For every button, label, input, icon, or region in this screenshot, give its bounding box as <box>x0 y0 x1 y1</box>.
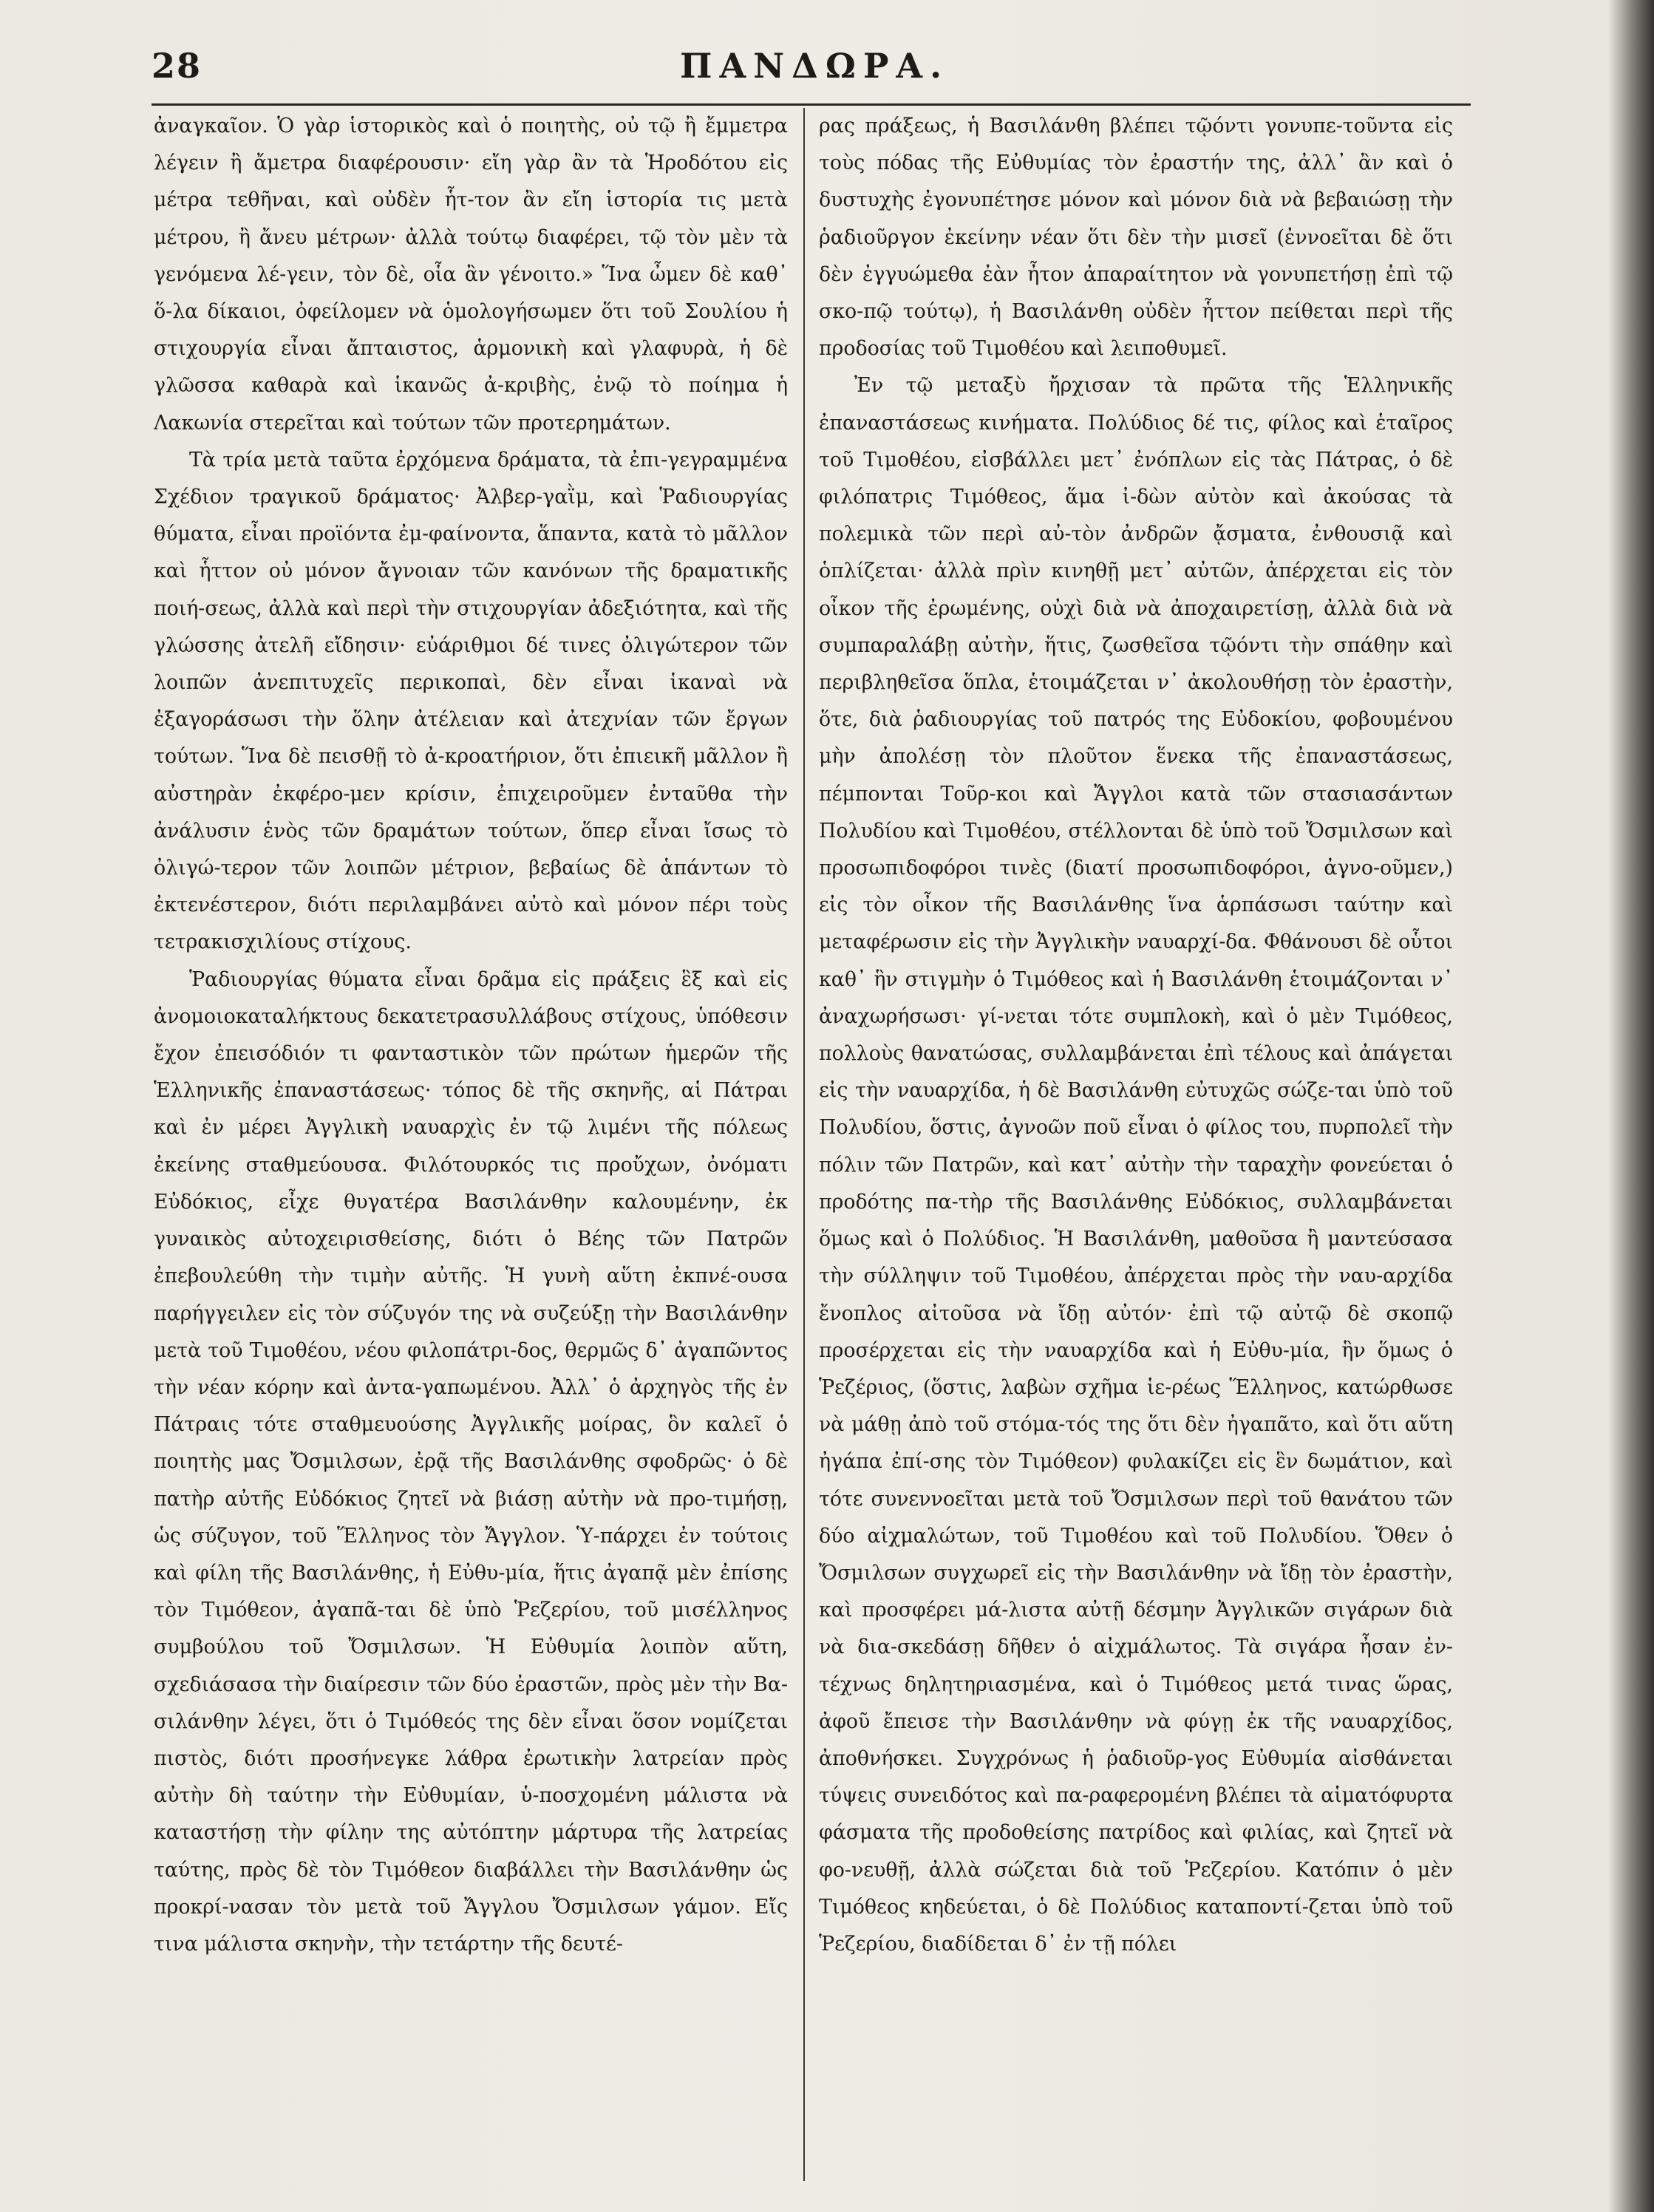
paragraph: Ῥαδιουργίας θύματα εἶναι δρᾶμα εἰς πράξεις ἓξ καὶ εἰς ἀνομοιοκαταλήκτους δεκατετρασυλλάβους στίχους, ὑπόθεσιν ἔχον ἐπεισόδιόν τι φανταστικὸν τῶν πρώτων ἡμερῶν τῆς Ἑλληνικῆς ἐπαναστάσεως· τόπος δὲ τῆς σκηνῆς, αἱ Πάτραι καὶ ἐν μέρει Ἀγγλικὴ ναυαρχὶς ἐν τῷ λιμένι τῆς πόλεως ἐκείνης σταθμεύουσα. Φιλότουρκός τις προὔχων, ὀνόματι Εὐδόκιος, εἶχε θυγατέρα Βασιλάνθην καλουμένην, ἐκ γυναικὸς αὐτοχειρισθείσης, διότι ὁ Βέης τῶν Πατρῶν ἐπεβουλεύθη τὴν τιμὴν αὐτῆς. Ἡ γυνὴ αὕτη ἐκπνέ-ουσα παρήγγειλεν εἰς τὸν σύζυγόν της νὰ συζεύξῃ τὴν Βασιλάνθην μετὰ τοῦ Τιμοθέου, νέου φιλοπάτρι-δος, θερμῶς δ᾽ ἀγαπῶντος τὴν νέαν κόρην καὶ ἀντα-γαπωμένου. Ἀλλ᾽ ὁ ἀρχηγὸς τῆς ἐν Πάτραις τότε σταθμευούσης Ἀγγλικῆς μοίρας, ὃν καλεῖ ὁ ποιητὴς μας Ὄσμιλσων, ἐρᾷ τῆς Βασιλάνθης σφοδρῶς· ὁ δὲ πατὴρ αὐτῆς Εὐδόκιος ζητεῖ νὰ βιάσῃ αὐτὴν νὰ προ-τιμήσῃ, ὡς σύζυγον, τοῦ Ἕλληνος τὸν Ἄγγλον. Ὑ-πάρχει ἐν τούτοις καὶ φίλη τῆς Βασιλάνθης, ἡ Εὐθυ-μία, ἥτις ἀγαπᾷ μὲν ἐπίσης τὸν Τιμόθεον, ἀγαπᾶ-ται δὲ ὑπὸ Ῥεζερίου, τοῦ μισέλληνος συμβούλου τοῦ Ὄσμιλσων. Ἡ Εὐθυμία λοιπὸν αὕτη, σχεδιάσασα τὴν διαίρεσιν τῶν δύο ἐραστῶν, πρὸς μὲν τὴν Βα-σιλάνθην λέγει, ὅτι ὁ Τιμόθεός της δὲν εἶναι ὅσον νομίζεται πιστὸς, διότι προσήνεγκε λάθρα ἐρωτικὴν λατρείαν πρὸς αὐτὴν δὴ ταύτην τὴν Εὐθυμίαν, ὑ-ποσχομένη μάλιστα νὰ καταστήσῃ τὴν φίλην της αὐτόπτην μάρτυρα τῆς λατρείας ταύτης, πρὸς δὲ τὸν Τιμόθεον διαβάλλει τὴν Βασιλάνθην ὡς προκρί-νασαν τὸν μετὰ τοῦ Ἄγγλου Ὄσμιλσων γάμον. Εἴς τινα μάλιστα σκηνὴν, τὴν τετάρτην τῆς δευτέ- <box>154 967 788 1956</box>
paragraph: Τὰ τρία μετὰ ταῦτα ἐρχόμενα δράματα, τὰ ἐπι-γεγραμμένα Σχέδιον τραγικοῦ δράματος· Ἀλβερ-γαῒμ, καὶ Ῥαδιουργίας θύματα, εἶναι προϊόντα ἐμ-φαίνοντα, ἅπαντα, κατὰ τὸ μᾶλλον καὶ ἧττον οὐ μόνον ἄγνοιαν τῶν κανόνων τῆς δραματικῆς ποιή-σεως, ἀλλὰ καὶ περὶ τὴν στιχουργίαν ἀδεξιότητα, καὶ τῆς γλώσσης ἀτελῆ εἴδησιν· εὐάριθμοι δέ τινες ὀλιγώτερον τῶν λοιπῶν ἀνεπιτυχεῖς περικοπαὶ, δὲν εἶναι ἱκαναὶ νὰ ἐξαγοράσωσι τὴν ὅλην ἀτέλειαν καὶ ἀτεχνίαν τῶν ἔργων τούτων. Ἵνα δὲ πεισθῇ τὸ ἀ-κροατήριον, ὅτι ἐπιεικῆ μᾶλλον ἢ αὐστηρὰν ἐκφέρο-μεν κρίσιν, ἐπιχειροῦμεν ἐνταῦθα τὴν ἀνάλυσιν ἑνὸς τῶν δραμάτων τούτων, ὅπερ εἶναι ἴσως τὸ ὀλιγώ-τερον τῶν λοιπῶν μέτριον, βεβαίως δὲ ἁπάντων τὸ ἐκτενέστερον, διότι περιλαμβάνει αὐτὸ καὶ μόνον πέρι τοὺς τετρακισχιλίους στίχους. <box>154 448 788 954</box>
running-head-title: ΠΑΝΔΩΡΑ. <box>680 46 950 86</box>
binding-gutter-shadow <box>1608 0 1654 2212</box>
paragraph: ρας πράξεως, ἡ Βασιλάνθη βλέπει τῷόντι γονυπε-τοῦντα εἰς τοὺς πόδας τῆς Εὐθυμίας τὸν ἐραστήν της, ἀλλ᾽ ἂν καὶ ὁ δυστυχὴς ἐγονυπέτησε μόνον καὶ μόνον διὰ νὰ βεβαιώσῃ τὴν ῥαδιοῦργον ἐκείνην νέαν ὅτι δὲν τὴν μισεῖ (ἐννοεῖται δὲ ὅτι δὲν ἐγγυώμεθα ἐὰν ἦτον ἀπαραίτητον νὰ γονυπετήσῃ ἐπὶ τῷ σκο-πῷ τούτῳ), ἡ Βασιλάνθη οὐδὲν ἧττον πείθεται περὶ τῆς προδοσίας τοῦ Τιμοθέου καὶ λειποθυμεῖ. <box>819 115 1453 361</box>
paragraph: ἀναγκαῖον. Ὁ γὰρ ἱστορικὸς καὶ ὁ ποιητὴς, οὐ τῷ ἢ ἔμμετρα λέγειν ἢ ἄμετρα διαφέρουσιν· εἴη γὰρ ἂν τὰ Ἡροδότου εἰς μέτρα τεθῆναι, καὶ οὐδὲν ἧτ-τον ἂν εἴη ἱστορία τις μετὰ μέτρου, ἢ ἄνευ μέτρων· ἀλλὰ τούτῳ διαφέρει, τῷ τὸν μὲν τὰ γενόμενα λέ-γειν, τὸν δὲ, οἷα ἂν γένοιτο.» Ἵνα ὦμεν δὲ καθ᾽ ὅ-λα δίκαιοι, ὀφείλομεν νὰ ὁμολογήσωμεν ὅτι τοῦ Σουλίου ἡ στιχουργία εἶναι ἄπταιστος, ἁρμονικὴ καὶ γλαφυρὰ, ἡ δὲ γλῶσσα καθαρὰ καὶ ἱκανῶς ἀ-κριβὴς, ἐνῷ τὸ ποίημα ἡ Λακωνία στερεῖται καὶ τούτων τῶν προτερημάτων. <box>154 115 788 435</box>
right-column <box>819 108 1453 2185</box>
column-divider <box>803 108 805 2181</box>
page-number: 28 <box>152 46 203 86</box>
header-rule <box>152 103 1471 106</box>
paragraph: Ἐν τῷ μεταξὺ ἤρχισαν τὰ πρῶτα τῆς Ἑλληνικῆς ἐπαναστάσεως κινήματα. Πολύδιος δέ τις, φίλος καὶ ἑταῖρος τοῦ Τιμοθέου, εἰσβάλλει μετ᾽ ἐνόπλων εἰς τὰς Πάτρας, ὁ δὲ φιλόπατρις Τιμόθεος, ἅμα ἰ-δὼν αὐτὸν καὶ ἀκούσας τὰ πολεμικὰ τῶν περὶ αὐ-τὸν ἀνδρῶν ᾄσματα, ἐνθουσιᾷ καὶ ὁπλίζεται· ἀλλὰ πρὶν κινηθῇ μετ᾽ αὐτῶν, ἀπέρχεται εἰς τὸν οἶκον τῆς ἐρωμένης, οὐχὶ διὰ νὰ ἀποχαιρετίσῃ, ἀλλὰ διὰ νὰ συμπαραλάβῃ αὐτὴν, ἥτις, ζωσθεῖσα τῷόντι τὴν σπάθην καὶ περιβληθεῖσα ὅπλα, ἑτοιμάζεται ν᾽ ἀκολουθήσῃ τὸν ἐραστὴν, ὅτε, διὰ ῥαδιουργίας τοῦ πατρός της Εὐδοκίου, φοβουμένου μὴν ἀπολέσῃ τὸν πλοῦτον ἕνεκα τῆς ἐπαναστάσεως, πέμπονται Τοῦρ-κοι καὶ Ἄγγλοι κατὰ τῶν στασιασάντων Πολυδίου καὶ Τιμοθέου, στέλλονται δὲ ὑπὸ τοῦ Ὄσμιλσων καὶ προσωπιδοφόροι τινὲς (διατί προσωπιδοφόροι, ἀγνο-οῦμεν,) εἰς τὸν οἶκον τῆς Βασιλάνθης ἵνα ἁρπάσωσι ταύτην καὶ μεταφέρωσιν εἰς τὴν Ἀγγλικὴν ναυαρχί-δα. Φθάνουσι δὲ οὗτοι καθ᾽ ἣν στιγμὴν ὁ Τιμόθεος καὶ ἡ Βασιλάνθη ἑτοιμάζονται ν᾽ ἀναχωρήσωσι· γί-νεται τότε συμπλοκὴ, καὶ ὁ μὲν Τιμόθεος, πολλοὺς θανατώσας, συλλαμβάνεται ἐπὶ τέλους καὶ ἀπάγεται εἰς τὴν ναυαρχίδα, ἡ δὲ Βασιλάνθη εὐτυχῶς σώζε-ται ὑπὸ τοῦ Πολυδίου, ὅστις, ἀγνοῶν ποῦ εἶναι ὁ φίλος του, πυρπολεῖ τὴν πόλιν τῶν Πατρῶν, καὶ κατ᾽ αὐτὴν τὴν ταραχὴν φονεύεται ὁ προδότης πα-τὴρ τῆς Βασιλάνθης Εὐδόκιος, συλλαμβάνεται ὅμως καὶ ὁ Πολύδιος. Ἡ Βασιλάνθη, μαθοῦσα ἢ μαντεύσασα τὴν σύλληψιν τοῦ Τιμοθέου, ἀπέρχεται πρὸς τὴν ναυ-αρχίδα ἔνοπλος αἰτοῦσα νὰ ἴδῃ αὐτόν· ἐπὶ τῷ αὐτῷ δὲ σκοπῷ προσέρχεται εἰς τὴν ναυαρχίδα καὶ ἡ Εὐθυ-μία, ἣν ὅμως ὁ Ῥεζέριος, (ὅστις, λαβὼν σχῆμα ἱε-ρέως Ἕλληνος, κατώρθωσε νὰ μάθῃ ἀπὸ τοῦ στόμα-τός της ὅτι δὲν ἠγαπᾶτο, καὶ ὅτι αὕτη ἠγάπα ἐπί-σης τὸν Τιμόθεον) φυλακίζει εἰς ἓν δωμάτιον, καὶ τότε συνεννοεῖται μετὰ τοῦ Ὄσμιλσων περὶ τοῦ θανάτου τῶν δύο αἰχμαλώτων, τοῦ Τιμοθέου καὶ τοῦ Πολυδίου. Ὅθεν ὁ Ὄσμιλσων συγχωρεῖ εἰς τὴν Βασιλάνθην νὰ ἴδῃ τὸν ἐραστὴν, καὶ προσφέρει μά-λιστα αὐτῇ δέσμην Ἀγγλικῶν σιγάρων διὰ νὰ δια-σκεδάσῃ δῆθεν ὁ αἰχμάλωτος. Τὰ σιγάρα ἦσαν ἐν-τέχνως δηλητηριασμένα, καὶ ὁ Τιμόθεος μετά τινας ὥρας, ἀφοῦ ἔπεισε τὴν Βασιλάνθην νὰ φύγῃ ἐκ τῆς ναυαρχίδος, ἀποθνήσκει. Συγχρόνως ἡ ῥαδιοῦρ-γος Εὐθυμία αἰσθάνεται τύψεις συνειδότος καὶ πα-ραφερομένη βλέπει τὰ αἱματόφυρτα φάσματα τῆς προδοθείσης πατρίδος καὶ φιλίας, καὶ ζητεῖ νὰ φο-νευθῇ, ἀλλὰ σώζεται διὰ τοῦ Ῥεζερίου. Κατόπιν ὁ μὲν Τιμόθεος κηδεύεται, ὁ δὲ Πολύδιος καταποντί-ζεται ὑπὸ τοῦ Ῥεζερίου, διαδίδεται δ᾽ ἐν τῇ πόλει <box>819 374 1453 1956</box>
left-column <box>154 108 788 2185</box>
